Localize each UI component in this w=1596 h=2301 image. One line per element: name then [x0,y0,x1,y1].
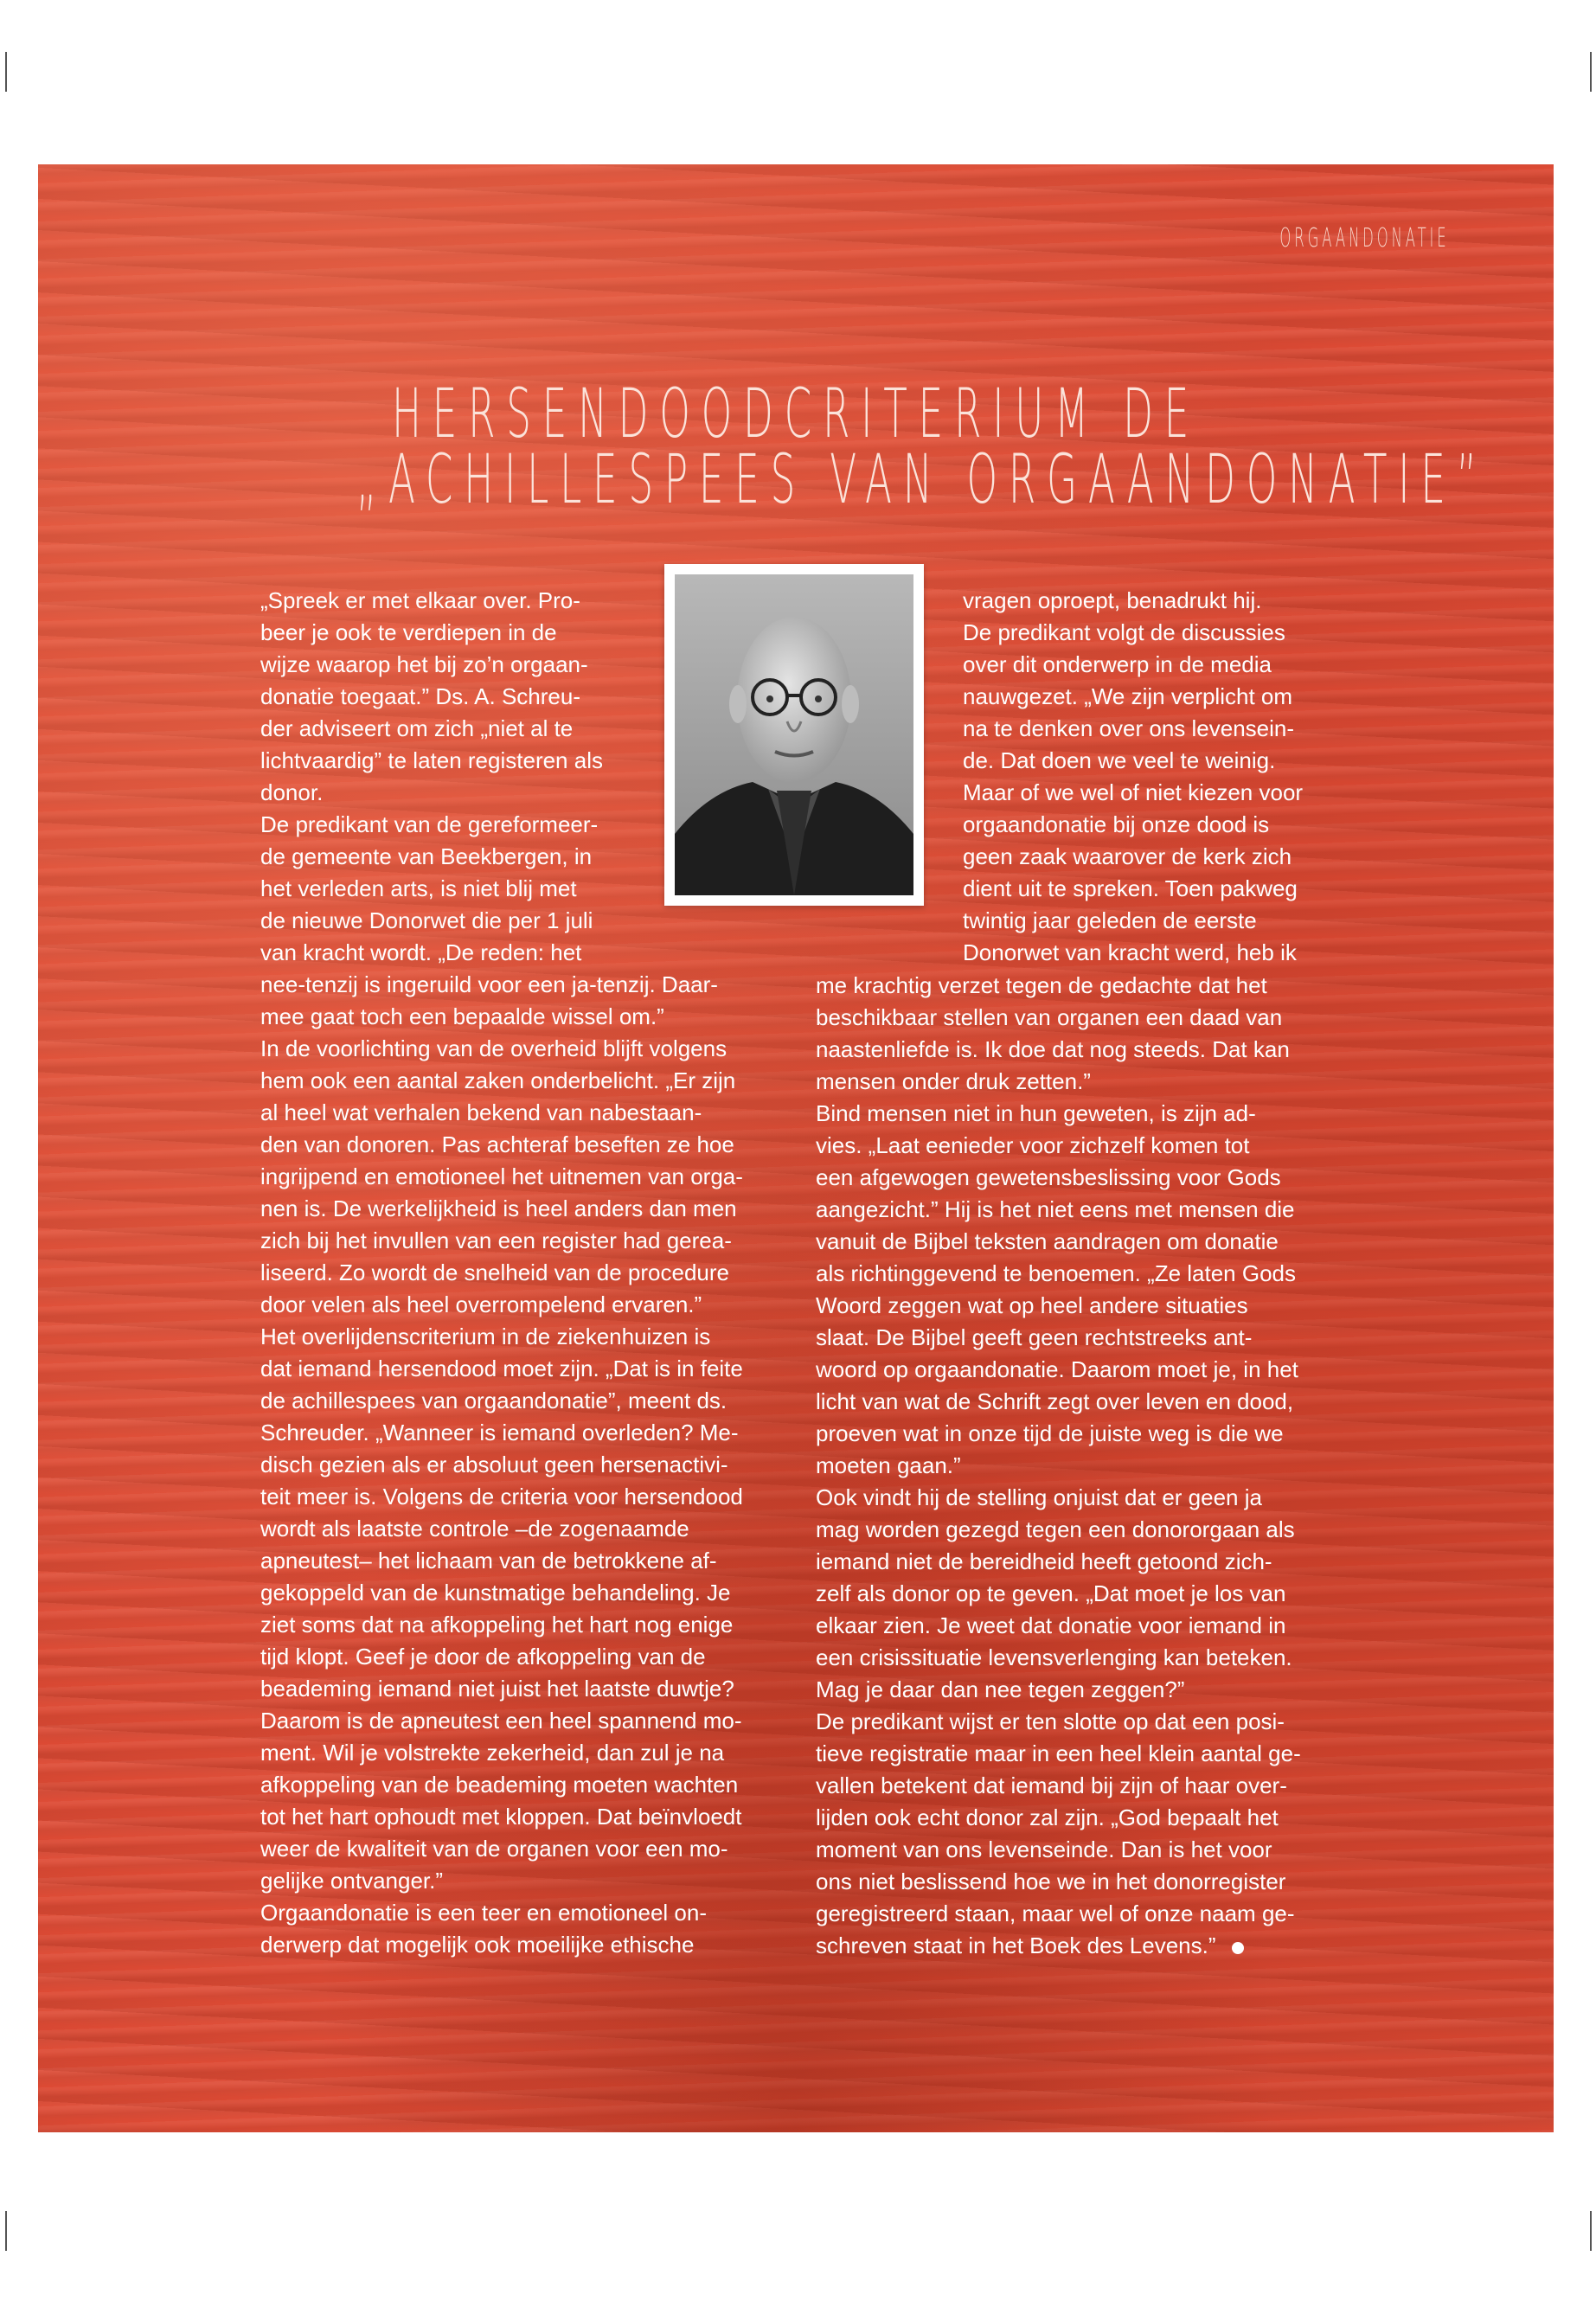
text-line: licht van wat de Schrift zegt over leven en dood, [816,1388,1294,1414]
text-line: de nieuwe Donorwet die per 1 juli [260,907,593,933]
text-line: de gemeente van Beekbergen, in [260,843,593,869]
text-line: moeten gaan.” [816,1452,961,1478]
text-line: mag worden gezegd tegen een donororgaan als [816,1516,1295,1542]
text-line: Bind mensen niet in hun geweten, is zijn ad- [816,1100,1256,1126]
text-line: Schreuder. „Wanneer is iemand overleden? Me- [260,1420,739,1445]
text-line: gelijke ontvanger.” [260,1868,444,1894]
text-line: de. Dat doen we veel te weinig. [963,747,1276,773]
title-line-1: HERSENDOODCRITERIUM DE [391,375,1201,453]
text-line: Donorwet van kracht werd, heb ik [963,939,1297,965]
text-line: het verleden arts, is niet blij met [260,875,577,901]
text-line: donor. [260,779,324,805]
text-line: tijd klopt. Geef je door de afkoppeling van de [260,1644,706,1670]
text-line: mensen onder druk zetten.” [816,1068,1091,1094]
text-line: ment. Wil je volstrekte zekerheid, dan zul je na [260,1740,725,1766]
text-line: dient uit te spreken. Toen pakweg [963,875,1298,901]
text-line: nauwgezet. „We zijn verplicht om [963,683,1293,709]
article-column-right-bottom [816,970,1301,1962]
article-column-right-top [963,585,1303,969]
text-line: den van donoren. Pas achteraf beseften ze hoe [260,1131,734,1157]
text-line: De predikant van de gereformeer- [260,811,599,837]
title-line-2: „ACHILLESPEES VAN ORGAANDONATIE” [356,441,1488,519]
text-line: wijze waarop het bij zo’n orgaan- [260,651,588,677]
text-line: Maar of we wel of niet kiezen voor [963,779,1304,805]
text-line: beer je ook te verdiepen in de [260,619,557,645]
text-line: orgaandonatie bij onze dood is [963,811,1270,837]
text-line: Woord zeggen wat op heel andere situaties [816,1292,1248,1318]
text-line: iemand niet de bereidheid heeft getoond zich- [816,1548,1272,1574]
article-column-left [260,585,743,1961]
text-line: moment van ons levenseinde. Dan is het voor [816,1836,1272,1862]
text-line: woord op orgaandonatie. Daarom moet je, in het [816,1356,1298,1382]
text-line: geregistreerd staan, maar wel of onze naam ge- [816,1900,1295,1926]
text-line: Ook vindt hij de stelling onjuist dat er geen ja [816,1484,1262,1510]
crop-mark [1590,2211,1592,2251]
text-line: al heel wat verhalen bekend van nabestaan- [260,1099,702,1125]
text-line: van kracht wordt. „De reden: het [260,939,582,965]
text-line: dat iemand hersendood moet zijn. „Dat is in feite [260,1356,743,1381]
text-line: disch gezien als er absoluut geen hersenactivi- [260,1452,728,1477]
text-line: na te denken over ons levensein- [963,715,1295,741]
text-line: een afgewogen gewetensbeslissing voor Gods [816,1164,1281,1190]
text-line: schreven staat in het Boek des Levens.” [816,1930,1301,1962]
text-line: beschikbaar stellen van organen een daad van [816,1004,1283,1030]
text-line: geen zaak waarover de kerk zich [963,843,1292,869]
text-line: donatie toegaat.” Ds. A. Schreu- [260,683,580,709]
text-line: twintig jaar geleden de eerste [963,907,1257,933]
text-line: nen is. De werkelijkheid is heel anders dan men [260,1195,737,1221]
text-line: aangezicht.” Hij is het niet eens met mensen die [816,1196,1295,1222]
text-line: nee-tenzij is ingeruild voor een ja-tenzij. Daar- [260,971,718,997]
end-of-article-dot [1232,1942,1244,1954]
text-line: lijden ook echt donor zal zijn. „God bepaalt het [816,1804,1279,1830]
text-line: De predikant wijst er ten slotte op dat een posi- [816,1708,1285,1734]
text-line: elkaar zien. Je weet dat donatie voor iemand in [816,1612,1286,1638]
text-line: gekoppeld van de kunstmatige behandeling. Je [260,1580,731,1606]
text-line: een crisissituatie levensverlenging kan beteken. [816,1644,1292,1670]
text-line: proeven wat in onze tijd de juiste weg is die we [816,1420,1284,1446]
text-line: der adviseert om zich „niet al te [260,715,574,741]
text-line: mee gaat toch een bepaalde wissel om.” [260,1003,664,1029]
text-line: beademing iemand niet juist het laatste duwtje? [260,1676,734,1702]
text-line: derwerp dat mogelijk ook moeilijke ethische [260,1932,695,1958]
text-line: Orgaandonatie is een teer en emotioneel on- [260,1900,708,1926]
crop-mark [1590,52,1592,92]
text-line: ingrijpend en emotioneel het uitnemen van orga- [260,1163,743,1189]
crop-mark [5,52,7,92]
text-line: liseerd. Zo wordt de snelheid van de procedure [260,1259,729,1285]
text-line: De predikant volgt de discussies [963,619,1285,645]
text-line: naastenliefde is. Ik doe dat nog steeds. Dat kan [816,1036,1290,1062]
section-label: ORGAANDONATIE [1279,223,1450,253]
text-line: zelf als donor op te geven. „Dat moet je los van [816,1580,1286,1606]
text-line: teit meer is. Volgens de criteria voor hersendood [260,1484,743,1509]
crop-mark [5,2211,7,2251]
text-line: ons niet beslissend hoe we in het donorregister [816,1868,1286,1894]
text-line: vragen oproept, benadrukt hij. [963,587,1262,613]
text-line: de achillespees van orgaandonatie”, meent ds. [260,1388,727,1413]
text-line: tieve registratie maar in een heel klein aantal ge- [816,1740,1301,1766]
text-line: afkoppeling van de beademing moeten wachten [260,1772,739,1798]
text-line: Daarom is de apneutest een heel spannend mo- [260,1708,742,1734]
text-line: Het overlijdenscriterium in de ziekenhuizen is [260,1324,711,1349]
text-line: hem ook een aantal zaken onderbelicht. „Er zijn [260,1067,736,1093]
text-line: als richtinggevend te benoemen. „Ze laten Gods [816,1260,1297,1286]
text-line: zich bij het invullen van een register had gerea- [260,1227,732,1253]
text-line: over dit onderwerp in de media [963,651,1272,677]
text-line: vallen betekent dat iemand bij zijn of haar over- [816,1772,1287,1798]
text-line: weer de kwaliteit van de organen voor een mo- [260,1836,728,1862]
text-line: apneutest– het lichaam van de betrokkene af- [260,1548,717,1574]
text-line: „Spreek er met elkaar over. Pro- [260,587,580,613]
text-line: me krachtig verzet tegen de gedachte dat het [816,972,1267,998]
text-line: wordt als laatste controle –de zogenaamde [260,1516,689,1541]
text-line: vies. „Laat eenieder voor zichzelf komen tot [816,1132,1250,1158]
text-line: vanuit de Bijbel teksten aandragen om donatie [816,1228,1279,1254]
text-line: slaat. De Bijbel geeft geen rechtstreeks ant- [816,1324,1253,1350]
article-panel [38,164,1554,2132]
text-line: tot het hart ophoudt met kloppen. Dat beïnvloedt [260,1804,742,1830]
text-line: door velen als heel overrompelend ervaren.” [260,1292,702,1317]
text-line: Mag je daar dan nee tegen zeggen?” [816,1676,1185,1702]
text-line: lichtvaardig” te laten registeren als [260,747,603,773]
text-line: In de voorlichting van de overheid blijft volgens [260,1035,727,1061]
text-line: ziet soms dat na afkoppeling het hart nog enige [260,1612,734,1638]
